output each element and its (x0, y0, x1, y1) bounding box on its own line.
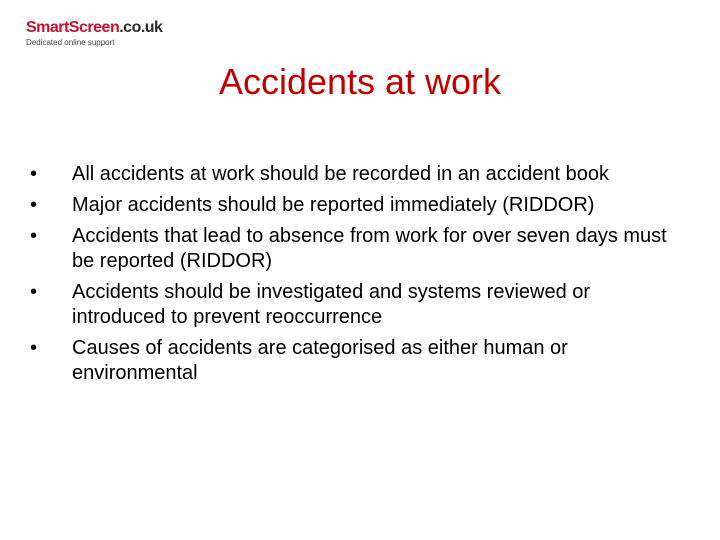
logo-domain: .co.uk (119, 19, 163, 36)
bullet-text: Causes of accidents are categorised as either human or environmental (72, 337, 568, 384)
bullet-item (26, 193, 686, 218)
logo-wordmark (26, 19, 186, 37)
smartscreen-logo (26, 19, 186, 48)
bullet-text: All accidents at work should be recorded in an accident book (72, 163, 609, 185)
logo-tagline: Dedicated online support (26, 38, 115, 47)
bullet-text: Accidents should be investigated and systems reviewed or introduced to prevent reoccurrence (72, 281, 591, 328)
bullet-item (26, 224, 686, 274)
bullet-dot-icon: • (30, 194, 38, 216)
bullet-dot-icon: • (30, 163, 38, 185)
bullet-dot-icon: • (30, 281, 38, 303)
logo-brand: SmartScreen (26, 19, 120, 36)
bullet-dot-icon: • (30, 225, 38, 247)
bullet-text: Accidents that lead to absence from work for over seven days must be reported (RIDDOR) (72, 225, 667, 272)
bullet-item (26, 280, 686, 330)
bullet-dot-icon: • (30, 337, 38, 359)
bullet-text: Major accidents should be reported immediately (RIDDOR) (72, 194, 595, 216)
bullet-list (26, 162, 686, 392)
slide-title: Accidents at work (218, 61, 502, 102)
bullet-item (26, 336, 686, 386)
bullet-item (26, 162, 686, 187)
